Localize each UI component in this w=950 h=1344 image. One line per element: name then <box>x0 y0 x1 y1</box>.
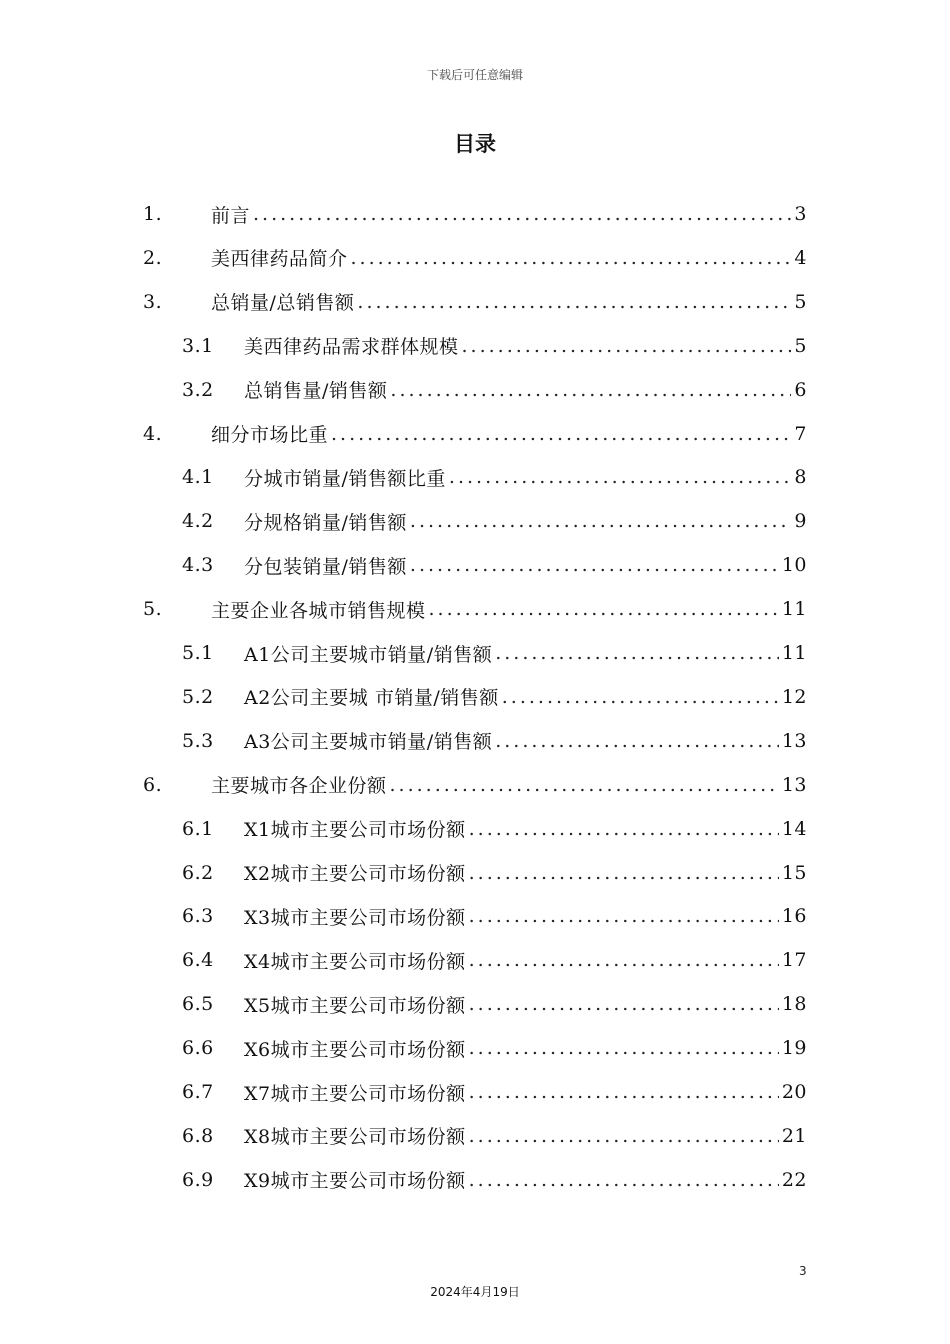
toc-entry-number: 5.3 <box>182 729 214 752</box>
toc-dot-leader <box>429 598 779 620</box>
toc-entry-page: 9 <box>794 510 807 533</box>
toc-entry-label: 分规格销量/销售额 <box>244 511 407 534</box>
toc-dot-leader <box>495 730 779 752</box>
toc-dot-leader <box>502 686 779 708</box>
toc-entry-page: 3 <box>794 203 807 225</box>
toc-entry-page: 14 <box>781 817 807 840</box>
toc-entry-number: 6.3 <box>182 905 214 928</box>
toc-dot-leader <box>410 510 792 532</box>
toc-entry-number: 3. <box>143 290 163 313</box>
toc-entry-page: 20 <box>781 1081 807 1103</box>
toc-dot-leader <box>469 862 779 884</box>
toc-dot-leader <box>410 554 779 576</box>
toc-entry[interactable] <box>143 587 807 631</box>
toc-entry-number: 3.1 <box>182 334 214 357</box>
toc-entry-page: 5 <box>794 290 807 313</box>
toc-entry[interactable] <box>143 412 807 456</box>
toc-entry-page: 8 <box>794 466 807 489</box>
toc-entry-page: 18 <box>781 993 807 1016</box>
toc-entry[interactable] <box>182 807 807 851</box>
toc-entry-label: A2公司主要城 市销量/销售额 <box>244 687 499 710</box>
toc-entry[interactable] <box>143 280 807 324</box>
page-title: 目录 <box>454 132 496 156</box>
toc-dot-leader <box>390 774 779 796</box>
toc-entry-label: X5城市主要公司市场份额 <box>244 994 466 1017</box>
toc-entry-number: 3.2 <box>182 378 214 401</box>
toc-entry-number: 4.1 <box>182 466 214 489</box>
toc-entry-number: 6.8 <box>182 1124 214 1147</box>
toc-entry[interactable] <box>182 938 807 982</box>
toc-entry-label: 主要城市各企业份额 <box>211 775 387 798</box>
toc-dot-leader <box>390 379 791 401</box>
toc-entry[interactable] <box>182 894 807 938</box>
toc-entry[interactable] <box>182 631 807 675</box>
toc-entry-number: 1. <box>143 203 163 225</box>
toc-dot-leader <box>469 818 779 840</box>
toc-entry-number: 6. <box>143 773 163 796</box>
toc-entry-page: 21 <box>781 1124 807 1147</box>
toc-dot-leader <box>495 642 779 664</box>
toc-dot-leader <box>449 466 792 488</box>
toc-entry[interactable] <box>182 499 807 543</box>
toc-entry-label: X9城市主要公司市场份额 <box>244 1170 466 1193</box>
toc-entry-label: 前言 <box>211 204 251 227</box>
toc-entry-number: 4. <box>143 422 163 445</box>
toc-entry-label: 总销售量/销售额 <box>244 380 388 403</box>
toc-entry-number: 6.4 <box>182 949 214 972</box>
toc-entry-page: 12 <box>781 685 807 708</box>
toc-entry-label: 细分市场比重 <box>211 424 329 446</box>
toc-entry-label: X3城市主要公司市场份额 <box>244 906 466 929</box>
toc-entry-label: 总销量/总销售额 <box>211 292 355 315</box>
toc-entry-number: 5.2 <box>182 685 214 708</box>
toc-dot-leader <box>469 949 779 971</box>
toc-entry-number: 6.2 <box>182 861 214 884</box>
toc-entry-label: X2城市主要公司市场份额 <box>244 863 466 885</box>
toc-entry[interactable] <box>182 455 807 499</box>
toc-entry-number: 4.3 <box>182 554 214 577</box>
toc-dot-leader <box>469 905 779 927</box>
toc-dot-leader <box>469 1169 779 1191</box>
toc-dot-leader <box>469 993 779 1015</box>
toc-entry-page: 4 <box>794 246 807 269</box>
toc-entry[interactable] <box>182 1070 807 1114</box>
toc-entry-label: A3公司主要城市销量/销售额 <box>244 731 493 754</box>
toc-entry-page: 6 <box>794 378 807 401</box>
toc-entry-page: 13 <box>781 773 807 796</box>
toc-entry-label: X4城市主要公司市场份额 <box>244 950 466 973</box>
toc-dot-leader <box>331 423 791 445</box>
toc-entry-label: X1城市主要公司市场份额 <box>244 819 466 842</box>
toc-entry-label: X7城市主要公司市场份额 <box>244 1082 466 1105</box>
footer-date: 2024年4月19日 <box>430 1285 520 1299</box>
toc-entry[interactable] <box>182 368 807 412</box>
toc-entry-page: 11 <box>781 598 807 621</box>
toc-entry-number: 6.5 <box>182 993 214 1016</box>
toc-entry-number: 4.2 <box>182 510 214 533</box>
toc-entry-label: X6城市主要公司市场份额 <box>244 1038 466 1061</box>
page-number: 3 <box>799 1264 807 1278</box>
toc-entry-page: 16 <box>781 905 807 928</box>
toc-entry[interactable] <box>182 1114 807 1158</box>
toc-entry-label: 主要企业各城市销售规模 <box>211 599 426 622</box>
toc-entry-label: A1公司主要城市销量/销售额 <box>244 643 493 666</box>
toc-dot-leader <box>469 1081 779 1103</box>
toc-entry[interactable] <box>182 543 807 587</box>
toc-entry-label: 分城市销量/销售额比重 <box>244 467 446 490</box>
toc-entry[interactable] <box>143 763 807 807</box>
toc-entry-label: 分包装销量/销售额 <box>244 555 407 578</box>
toc-entry-page: 5 <box>794 334 807 357</box>
toc-entry-label: 美西律药品简介 <box>211 248 348 271</box>
toc-entry-page: 13 <box>781 729 807 752</box>
toc-entry[interactable] <box>182 851 807 895</box>
toc-entry[interactable] <box>182 324 807 368</box>
toc-entry-page: 10 <box>781 554 807 577</box>
toc-dot-leader <box>351 247 792 269</box>
toc-entry[interactable] <box>143 236 807 280</box>
toc-dot-leader <box>253 203 791 225</box>
toc-entry[interactable] <box>182 1026 807 1070</box>
toc-dot-leader <box>469 1037 779 1059</box>
toc-entry-page: 17 <box>781 949 807 972</box>
toc-entry[interactable] <box>182 982 807 1026</box>
toc-dot-leader <box>462 335 792 357</box>
toc-entry[interactable] <box>182 1158 807 1202</box>
header-note: 下载后可任意编辑 <box>426 68 523 82</box>
toc-entry-label: 美西律药品需求群体规模 <box>244 336 459 359</box>
toc-dot-leader <box>469 1125 779 1147</box>
toc-entry-page: 7 <box>794 422 807 445</box>
toc-entry-number: 6.6 <box>182 1037 214 1060</box>
toc-entry-number: 2. <box>143 246 163 269</box>
toc-entry[interactable] <box>143 192 807 236</box>
toc-entry-page: 19 <box>781 1037 807 1060</box>
toc-dot-leader <box>357 291 791 313</box>
toc-entry-number: 5.1 <box>182 642 214 664</box>
toc-entry[interactable] <box>182 675 807 719</box>
toc-entry-number: 6.7 <box>182 1081 214 1103</box>
toc-entry-label: X8城市主要公司市场份额 <box>244 1126 466 1149</box>
toc-entry-number: 6.9 <box>182 1168 214 1191</box>
toc-entry[interactable] <box>182 719 807 763</box>
toc-entry-page: 11 <box>781 642 807 664</box>
toc-entry-number: 5. <box>143 598 163 621</box>
toc-entry-page: 22 <box>781 1168 807 1191</box>
toc-entry-page: 15 <box>781 861 807 884</box>
toc-entry-number: 6.1 <box>182 817 214 840</box>
